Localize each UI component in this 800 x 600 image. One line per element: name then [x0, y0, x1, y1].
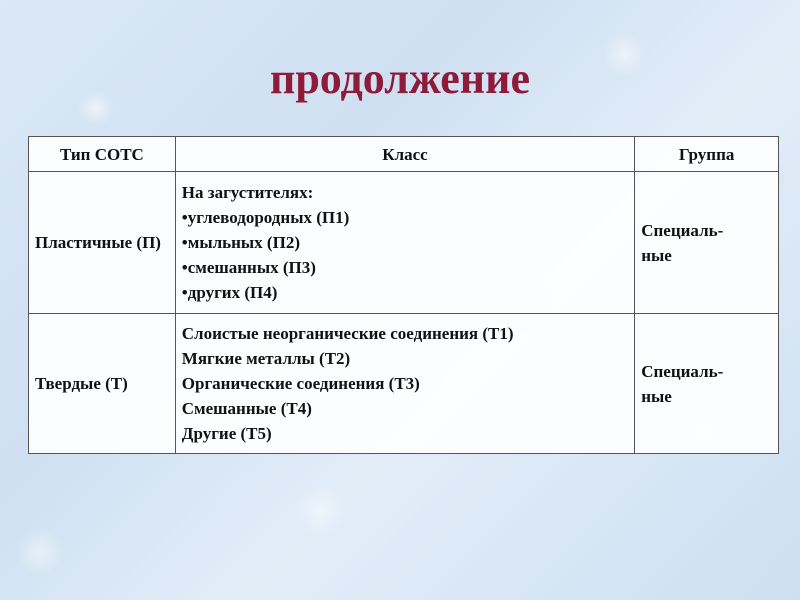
- class-line: •углеводородных (П1): [181, 208, 350, 227]
- cell-type: Пластичные (П): [29, 172, 176, 314]
- table-header-row: [29, 137, 779, 172]
- cell-group: [635, 314, 779, 454]
- table-row-plastic: [29, 172, 779, 314]
- group-line: ные: [641, 245, 672, 265]
- cell-type: Твердые (Т): [29, 314, 176, 454]
- class-line: На загустителях:: [181, 183, 314, 202]
- group-line: ные: [641, 386, 672, 406]
- header-class: Класс: [175, 137, 634, 172]
- classification-table: [28, 136, 779, 454]
- class-line: Мягкие металлы (Т2): [181, 349, 351, 368]
- class-line: •мыльных (П2): [181, 233, 300, 252]
- class-line: Смешанные (Т4): [181, 399, 312, 418]
- class-line: Другие (Т5): [181, 424, 272, 443]
- group-line: Специаль-: [641, 361, 724, 381]
- class-line: •других (П4): [181, 283, 278, 302]
- class-line: Органические соединения (Т3): [181, 374, 420, 393]
- cell-class: [175, 172, 634, 314]
- header-type: Тип СОТС: [29, 137, 176, 172]
- cell-group: [635, 172, 779, 314]
- slide-title: продолжение: [269, 54, 530, 104]
- class-line: Слоистые неорганические соединения (Т1): [181, 324, 514, 343]
- group-line: Специаль-: [641, 220, 724, 240]
- cell-class: [175, 314, 634, 454]
- header-group: Группа: [635, 137, 779, 172]
- table-row-solid: [29, 314, 779, 454]
- class-line: •смешанных (П3): [181, 258, 316, 277]
